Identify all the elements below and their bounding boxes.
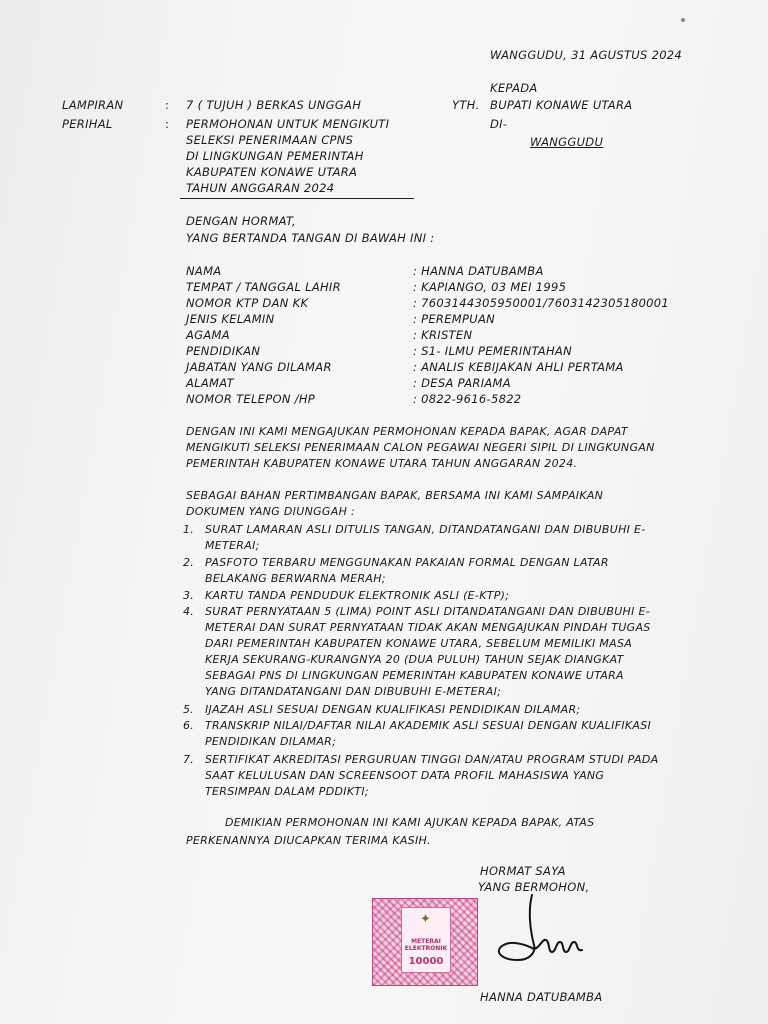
yang-bermohon: YANG BERMOHON, bbox=[478, 880, 590, 894]
meterai-value: 10000 bbox=[408, 956, 444, 967]
perihal-line: KABUPATEN KONAWE UTARA bbox=[186, 165, 358, 179]
list-item-number: 4. bbox=[183, 605, 195, 618]
identity-value: : DESA PARIAMA bbox=[413, 376, 511, 390]
identity-value: : S1- ILMU PEMERINTAHAN bbox=[413, 344, 572, 358]
list-item-number: 6. bbox=[183, 719, 195, 732]
identity-label: NOMOR KTP DAN KK bbox=[186, 296, 309, 310]
list-item-number: 3. bbox=[183, 589, 195, 602]
perihal-line: DI LINGKUNGAN PEMERINTAH bbox=[186, 149, 364, 163]
recipient: BUPATI KONAWE UTARA bbox=[490, 98, 633, 112]
identity-value: : PEREMPUAN bbox=[413, 312, 496, 326]
body-paragraph-line: DOKUMEN YANG DIUNGGAH : bbox=[186, 505, 355, 518]
perihal-line: TAHUN ANGGARAN 2024 bbox=[186, 181, 335, 195]
perihal-line: SELEKSI PENERIMAAN CPNS bbox=[186, 133, 354, 147]
perihal-label: PERIHAL bbox=[62, 117, 113, 131]
list-item-line: METERAI; bbox=[205, 539, 260, 552]
list-item-line: SURAT LAMARAN ASLI DITULIS TANGAN, DITANDATANGANI DAN DIBUBUHI E- bbox=[205, 523, 646, 536]
meterai-label: METERAI ELEKTRONIK bbox=[404, 938, 448, 952]
list-item-line: KARTU TANDA PENDUDUK ELEKTRONIK ASLI (E-KTP); bbox=[205, 589, 510, 602]
meterai-panel bbox=[401, 907, 451, 973]
list-item-number: 7. bbox=[183, 753, 195, 766]
kepada-label: KEPADA bbox=[490, 81, 538, 95]
list-item-line: SAAT KELULUSAN DAN SCREENSOOT DATA PROFIL MAHASISWA YANG bbox=[205, 769, 605, 782]
list-item-line: YANG DITANDATANGANI DAN DIBUBUHI E-METERAI; bbox=[205, 685, 502, 698]
yth-label: YTH. bbox=[452, 98, 480, 112]
identity-label: NOMOR TELEPON /HP bbox=[186, 392, 316, 406]
list-item-line: SERTIFIKAT AKREDITASI PERGURUAN TINGGI DAN/ATAU PROGRAM STUDI PADA bbox=[205, 753, 659, 766]
greeting-line: DENGAN HORMAT, bbox=[186, 214, 296, 228]
identity-label: TEMPAT / TANGGAL LAHIR bbox=[186, 280, 341, 294]
signatory-name: HANNA DATUBAMBA bbox=[480, 990, 603, 1004]
identity-label: PENDIDIKAN bbox=[186, 344, 261, 358]
body-paragraph-line: PEMERINTAH KABUPATEN KONAWE UTARA TAHUN ANGGARAN 2024. bbox=[186, 457, 578, 470]
list-item-line: KERJA SEKURANG-KURANGNYA 20 (DUA PULUH) TAHUN SEJAK DIANGKAT bbox=[205, 653, 624, 666]
di-label: DI- bbox=[490, 117, 508, 131]
perihal-underline bbox=[180, 198, 414, 199]
lampiran-label: LAMPIRAN bbox=[62, 98, 124, 112]
hormat-saya: HORMAT SAYA bbox=[480, 864, 566, 878]
handwritten-signature bbox=[488, 890, 598, 970]
garuda-emblem-icon: ✦ bbox=[420, 912, 431, 927]
identity-value: : 0822-9616-5822 bbox=[413, 392, 522, 406]
list-item-line: SURAT PERNYATAAN 5 (LIMA) POINT ASLI DITANDATANGANI DAN DIBUBUHI E- bbox=[205, 605, 650, 618]
e-meterai-stamp bbox=[372, 898, 478, 986]
list-item-line: METERAI DAN SURAT PERNYATAAN TIDAK AKAN MENGAJUKAN PINDAH TUGAS bbox=[205, 621, 651, 634]
list-item-line: SEBAGAI PNS DI LINGKUNGAN PEMERINTAH KABUPATEN KONAWE UTARA bbox=[205, 669, 624, 682]
identity-value: : ANALIS KEBIJAKAN AHLI PERTAMA bbox=[413, 360, 624, 374]
list-item-number: 2. bbox=[183, 556, 195, 569]
identity-value: : HANNA DATUBAMBA bbox=[413, 264, 544, 278]
list-item-line: TERSIMPAN DALAM PDDIKTI; bbox=[205, 785, 369, 798]
identity-label: JENIS KELAMIN bbox=[186, 312, 275, 326]
recipient-city: WANGGUDU bbox=[530, 135, 604, 149]
closing-line: PERKENANNYA DIUCAPKAN TERIMA KASIH. bbox=[186, 834, 431, 847]
identity-label: ALAMAT bbox=[186, 376, 234, 390]
list-item-line: BELAKANG BERWARNA MERAH; bbox=[205, 572, 386, 585]
body-paragraph-line: MENGIKUTI SELEKSI PENERIMAAN CALON PEGAWAI NEGERI SIPIL DI LINGKUNGAN bbox=[186, 441, 655, 454]
identity-value: : KRISTEN bbox=[413, 328, 473, 342]
list-item-line: TRANSKRIP NILAI/DAFTAR NILAI AKADEMIK ASLI SESUAI DENGAN KUALIFIKASI bbox=[205, 719, 652, 732]
list-item-line: PENDIDIKAN DILAMAR; bbox=[205, 735, 337, 748]
lampiran-value: 7 ( TUJUH ) BERKAS UNGGAH bbox=[186, 98, 362, 112]
identity-label: NAMA bbox=[186, 264, 222, 278]
lampiran-colon: : bbox=[165, 98, 170, 112]
identity-value: : 7603144305950001/7603142305180001 bbox=[413, 296, 670, 310]
closing-line: DEMIKIAN PERMOHONAN INI KAMI AJUKAN KEPADA BAPAK, ATAS bbox=[225, 816, 595, 829]
list-item-number: 5. bbox=[183, 703, 195, 716]
body-paragraph-line: SEBAGAI BAHAN PERTIMBANGAN BAPAK, BERSAMA INI KAMI SAMPAIKAN bbox=[186, 489, 604, 502]
identity-label: JABATAN YANG DILAMAR bbox=[186, 360, 332, 374]
place-date: WANGGUDU, 31 AGUSTUS 2024 bbox=[490, 48, 683, 62]
paper-speck bbox=[681, 18, 685, 22]
identity-label: AGAMA bbox=[186, 328, 230, 342]
list-item-number: 1. bbox=[183, 523, 195, 536]
greeting-line: YANG BERTANDA TANGAN DI BAWAH INI : bbox=[186, 231, 435, 245]
perihal-line: PERMOHONAN UNTUK MENGIKUTI bbox=[186, 117, 390, 131]
perihal-colon: : bbox=[165, 117, 170, 131]
identity-value: : KAPIANGO, 03 MEI 1995 bbox=[413, 280, 567, 294]
list-item-line: DARI PEMERINTAH KABUPATEN KONAWE UTARA, SEBELUM MEMILIKI MASA bbox=[205, 637, 633, 650]
body-paragraph-line: DENGAN INI KAMI MENGAJUKAN PERMOHONAN KEPADA BAPAK, AGAR DAPAT bbox=[186, 425, 628, 438]
list-item-line: PASFOTO TERBARU MENGGUNAKAN PAKAIAN FORMAL DENGAN LATAR bbox=[205, 556, 609, 569]
list-item-line: IJAZAH ASLI SESUAI DENGAN KUALIFIKASI PENDIDIKAN DILAMAR; bbox=[205, 703, 581, 716]
